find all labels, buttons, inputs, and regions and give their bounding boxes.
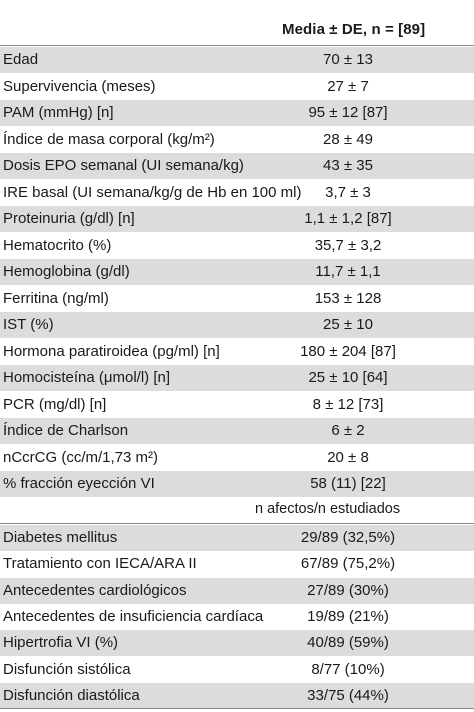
- row-label: Hemoglobina (g/dl): [3, 263, 130, 280]
- row-value: 29/89 (32,5%): [300, 529, 396, 546]
- row-label: nCcrCG (cc/m/1,73 m²): [3, 448, 159, 466]
- table-row: [0, 127, 474, 153]
- value-column-header: Media ± DE, n = [89]: [282, 21, 426, 38]
- row-value: 67/89 (75,2%): [300, 555, 396, 573]
- row-value: 27/89 (30%): [307, 581, 389, 599]
- table-row: [0, 153, 474, 179]
- row-label: Antecedentes de insuficiencia cardíaca: [3, 607, 264, 625]
- row-label: PCR (mg/dl) [n]: [3, 395, 107, 413]
- row-value: 153 ± 128: [314, 289, 382, 307]
- table-row: [0, 578, 474, 604]
- table-row: [0, 630, 474, 656]
- row-value: 8/77 (10%): [311, 660, 385, 678]
- table-row: [0, 100, 474, 126]
- subheader-label: n afectos/n estudiados: [255, 501, 401, 517]
- row-label: Diabetes mellitus: [3, 529, 118, 546]
- row-value: 33/75 (44%): [307, 686, 389, 704]
- table-row: [0, 392, 474, 418]
- row-label: IST (%): [3, 316, 54, 333]
- row-value: 11,7 ± 1,1: [315, 263, 381, 280]
- row-label: Disfunción diastólica: [3, 686, 140, 704]
- row-value: 28 ± 49: [323, 130, 373, 148]
- row-label: % fracción eyección VI: [3, 475, 155, 492]
- subheader-divider: [0, 523, 474, 524]
- row-value: 8 ± 12 [73]: [312, 395, 384, 413]
- row-label: Ferritina (ng/ml): [3, 289, 109, 307]
- row-value: 20 ± 8: [327, 448, 369, 466]
- table-row: [0, 180, 474, 206]
- row-value: 25 ± 10: [323, 316, 373, 333]
- row-label: Antecedentes cardiológicos: [3, 581, 187, 599]
- table-row: [0, 233, 474, 259]
- row-value: 95 ± 12 [87]: [308, 104, 388, 121]
- row-label: Índice de Charlson: [3, 422, 129, 439]
- header-divider: [0, 45, 474, 46]
- row-label: Tratamiento con IECA/ARA II: [3, 555, 197, 573]
- row-value: 58 (11) [22]: [310, 475, 386, 492]
- row-label: PAM (mmHg) [n]: [3, 104, 114, 121]
- row-label: Proteinuria (g/dl) [n]: [3, 210, 135, 227]
- table-row: [0, 445, 474, 471]
- table-row: [0, 604, 474, 630]
- table-bottom-rule: [0, 708, 474, 709]
- row-label: IRE basal (UI semana/kg/g de Hb en 100 ml): [3, 183, 302, 201]
- row-label: Hormona paratiroidea (pg/ml) [n]: [3, 342, 220, 360]
- row-label: Dosis EPO semanal (UI semana/kg): [3, 157, 244, 174]
- row-label: Supervivencia (meses): [3, 77, 156, 95]
- table-row: [0, 339, 474, 365]
- table-row: [0, 47, 474, 73]
- row-label: Edad: [3, 51, 39, 68]
- subheader-row: [0, 497, 474, 523]
- row-value: 70 ± 13: [323, 51, 373, 68]
- table-header: [0, 0, 474, 45]
- table-row: [0, 551, 474, 577]
- table-row: [0, 365, 474, 391]
- row-label: Disfunción sistólica: [3, 660, 131, 678]
- row-label: Homocisteína (μmol/l) [n]: [3, 369, 171, 386]
- table-row: [0, 418, 474, 444]
- table-row: [0, 525, 474, 551]
- table-row: [0, 286, 474, 312]
- row-value: 1,1 ± 1,2 [87]: [304, 210, 392, 227]
- row-value: 6 ± 2: [331, 422, 365, 439]
- table-row: [0, 74, 474, 100]
- row-label: Hipertrofia VI (%): [3, 634, 119, 652]
- row-value: 180 ± 204 [87]: [300, 342, 396, 360]
- row-value: 3,7 ± 3: [325, 183, 371, 201]
- table-row: [0, 259, 474, 285]
- row-value: 27 ± 7: [327, 77, 369, 95]
- table-row: [0, 312, 474, 338]
- table-row: [0, 657, 474, 683]
- table-row: [0, 206, 474, 232]
- row-value: 43 ± 35: [323, 157, 373, 174]
- row-value: 25 ± 10 [64]: [308, 369, 388, 386]
- row-value: 35,7 ± 3,2: [314, 236, 382, 254]
- row-label: Hematocrito (%): [3, 236, 112, 254]
- row-value: 40/89 (59%): [307, 634, 389, 652]
- row-label: Índice de masa corporal (kg/m²): [3, 130, 215, 148]
- table-row: [0, 683, 474, 709]
- table-row: [0, 471, 474, 497]
- row-value: 19/89 (21%): [307, 607, 389, 625]
